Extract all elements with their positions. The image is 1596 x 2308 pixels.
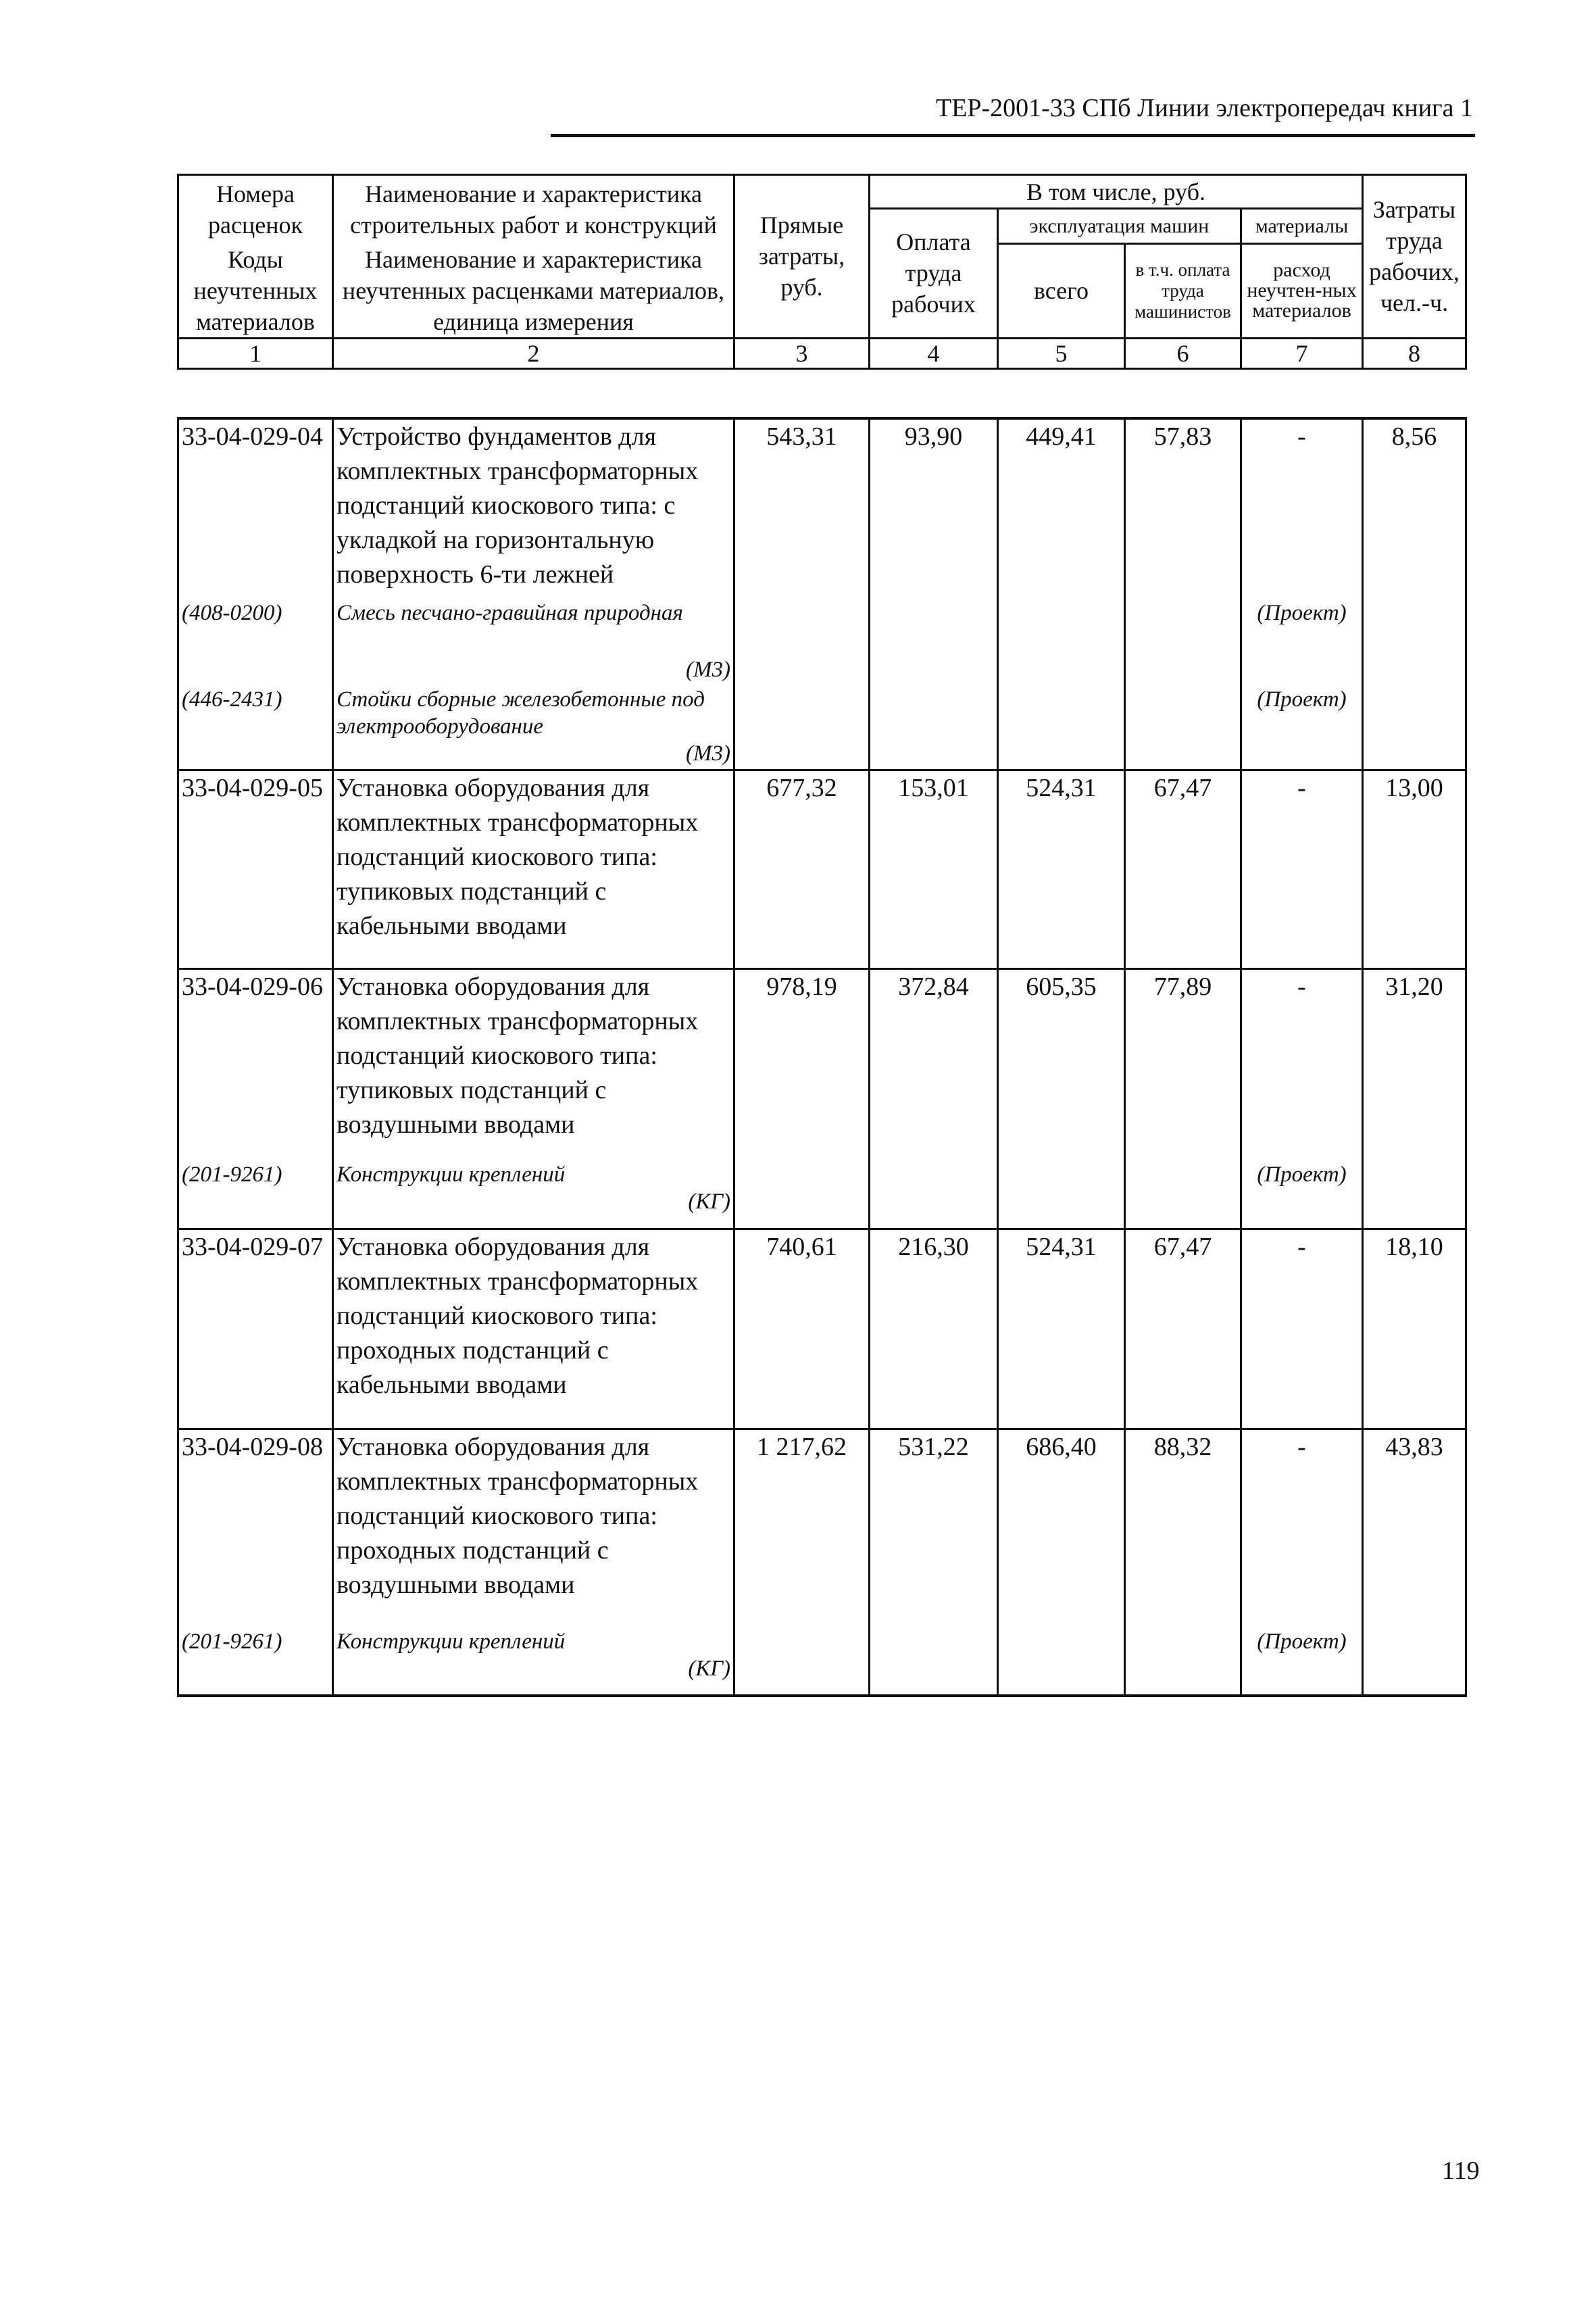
material-note: (Проект) bbox=[1257, 687, 1347, 712]
direct-cost: 677,32 bbox=[734, 770, 870, 968]
labor-hours: 43,83 bbox=[1363, 1429, 1466, 1628]
col-header-1-top: Номера расценок bbox=[178, 175, 333, 244]
material-note: (Проект) bbox=[1257, 1162, 1347, 1187]
material-code: (408-0200) bbox=[178, 599, 333, 686]
material-unit: (КГ) bbox=[688, 1189, 730, 1214]
material-code: (446-2431) bbox=[178, 686, 333, 770]
col-number: 7 bbox=[1241, 338, 1363, 368]
labor-hours: 8,56 bbox=[1363, 418, 1466, 599]
material-unit: (М3) bbox=[686, 658, 730, 682]
labor-cost: 216,30 bbox=[870, 1229, 998, 1429]
material-name: Стойки сборные железобетонные под электрооборудование bbox=[336, 687, 705, 739]
col-header-8: Затраты труда рабочих, чел.-ч. bbox=[1363, 175, 1466, 339]
col-number: 6 bbox=[1125, 338, 1241, 368]
labor-hours: 18,10 bbox=[1363, 1229, 1466, 1429]
table-header bbox=[177, 174, 1467, 370]
materials-value: - bbox=[1241, 1429, 1363, 1628]
document-title: ТЕР-2001-33 СПб Линии электропередач книга 1 bbox=[935, 94, 1473, 122]
col-header-6: в т.ч. оплата труда машинистов bbox=[1125, 244, 1241, 339]
direct-cost: 740,61 bbox=[734, 1229, 870, 1429]
material-row bbox=[178, 686, 1466, 770]
material-unit: (КГ) bbox=[688, 1656, 730, 1681]
col-header-2-top: Наименование и характеристика строительных работ и конструкций bbox=[333, 175, 734, 244]
materials-value: - bbox=[1241, 968, 1363, 1161]
table-row bbox=[178, 1429, 1466, 1628]
material-row bbox=[178, 599, 1466, 686]
labor-hours: 13,00 bbox=[1363, 770, 1466, 968]
materials-value: - bbox=[1241, 770, 1363, 968]
col-header-1-bottom: Коды неучтенных материалов bbox=[178, 244, 333, 339]
labor-cost: 93,90 bbox=[870, 418, 998, 599]
labor-cost: 372,84 bbox=[870, 968, 998, 1161]
col-header-materials: материалы bbox=[1241, 209, 1363, 244]
machines-total: 605,35 bbox=[998, 968, 1125, 1161]
machines-labor: 67,47 bbox=[1125, 1229, 1241, 1429]
rate-name: Установка оборудования для комплектных трансформаторных подстанций киоскового типа: проходных подстанций с воздушными вводами bbox=[333, 1429, 734, 1628]
labor-cost: 531,22 bbox=[870, 1429, 998, 1628]
material-code: (201-9261) bbox=[178, 1628, 333, 1696]
col-number: 8 bbox=[1363, 338, 1466, 368]
rates-table bbox=[177, 417, 1467, 1697]
rate-code: 33-04-029-05 bbox=[178, 770, 333, 968]
rate-code: 33-04-029-06 bbox=[178, 968, 333, 1161]
col-number: 2 bbox=[333, 338, 734, 368]
header-rule bbox=[551, 134, 1475, 137]
machines-labor: 57,83 bbox=[1125, 418, 1241, 599]
labor-cost: 153,01 bbox=[870, 770, 998, 968]
table-row bbox=[178, 1229, 1466, 1429]
machines-total: 524,31 bbox=[998, 1229, 1125, 1429]
col-number: 4 bbox=[870, 338, 998, 368]
col-group-header: В том числе, руб. bbox=[870, 175, 1363, 209]
table-row bbox=[178, 968, 1466, 1161]
machines-labor: 67,47 bbox=[1125, 770, 1241, 968]
material-row bbox=[178, 1628, 1466, 1696]
material-unit: (М3) bbox=[686, 741, 730, 766]
page-number: 119 bbox=[1442, 2157, 1480, 2185]
rate-name: Установка оборудования для комплектных трансформаторных подстанций киоскового типа: проходных подстанций с кабельными вводами bbox=[333, 1229, 734, 1429]
material-name: Смесь песчано-гравийная природная bbox=[336, 601, 683, 625]
machines-total: 686,40 bbox=[998, 1429, 1125, 1628]
rate-code: 33-04-029-07 bbox=[178, 1229, 333, 1429]
col-header-2-bottom: Наименование и характеристика неучтенных расценками материалов, единица измерения bbox=[333, 244, 734, 339]
direct-cost: 978,19 bbox=[734, 968, 870, 1161]
materials-value: - bbox=[1241, 418, 1363, 599]
machines-labor: 88,32 bbox=[1125, 1429, 1241, 1628]
col-number: 3 bbox=[734, 338, 870, 368]
col-header-7: расход неучтен-ных материалов bbox=[1241, 244, 1363, 339]
col-header-4: Оплата труда рабочих bbox=[870, 209, 998, 339]
material-note: (Проект) bbox=[1257, 601, 1347, 625]
material-code: (201-9261) bbox=[178, 1161, 333, 1229]
materials-value: - bbox=[1241, 1229, 1363, 1429]
machines-total: 449,41 bbox=[998, 418, 1125, 599]
machines-labor: 77,89 bbox=[1125, 968, 1241, 1161]
col-number: 5 bbox=[998, 338, 1125, 368]
rate-code: 33-04-029-08 bbox=[178, 1429, 333, 1628]
direct-cost: 543,31 bbox=[734, 418, 870, 599]
table-row bbox=[178, 418, 1466, 599]
machines-total: 524,31 bbox=[998, 770, 1125, 968]
rate-name: Установка оборудования для комплектных трансформаторных подстанций киоскового типа: тупиковых подстанций с воздушными вводами bbox=[333, 968, 734, 1161]
labor-hours: 31,20 bbox=[1363, 968, 1466, 1161]
material-note: (Проект) bbox=[1257, 1629, 1347, 1654]
material-name: Конструкции креплений bbox=[336, 1629, 566, 1654]
material-name: Конструкции креплений bbox=[336, 1162, 566, 1187]
col-number: 1 bbox=[178, 338, 333, 368]
col-header-5: всего bbox=[998, 244, 1125, 339]
rate-code: 33-04-029-04 bbox=[178, 418, 333, 599]
col-header-3: Прямые затраты, руб. bbox=[734, 175, 870, 339]
material-row bbox=[178, 1161, 1466, 1229]
col-header-machines: эксплуатация машин bbox=[998, 209, 1241, 244]
direct-cost: 1 217,62 bbox=[734, 1429, 870, 1628]
table-row bbox=[178, 770, 1466, 968]
rate-name: Устройство фундаментов для комплектных трансформаторных подстанций киоскового типа: с укладкой на горизонтальную поверхность 6-ти лежней bbox=[333, 418, 734, 599]
rate-name: Установка оборудования для комплектных трансформаторных подстанций киоскового типа: тупиковых подстанций с кабельными вводами bbox=[333, 770, 734, 968]
